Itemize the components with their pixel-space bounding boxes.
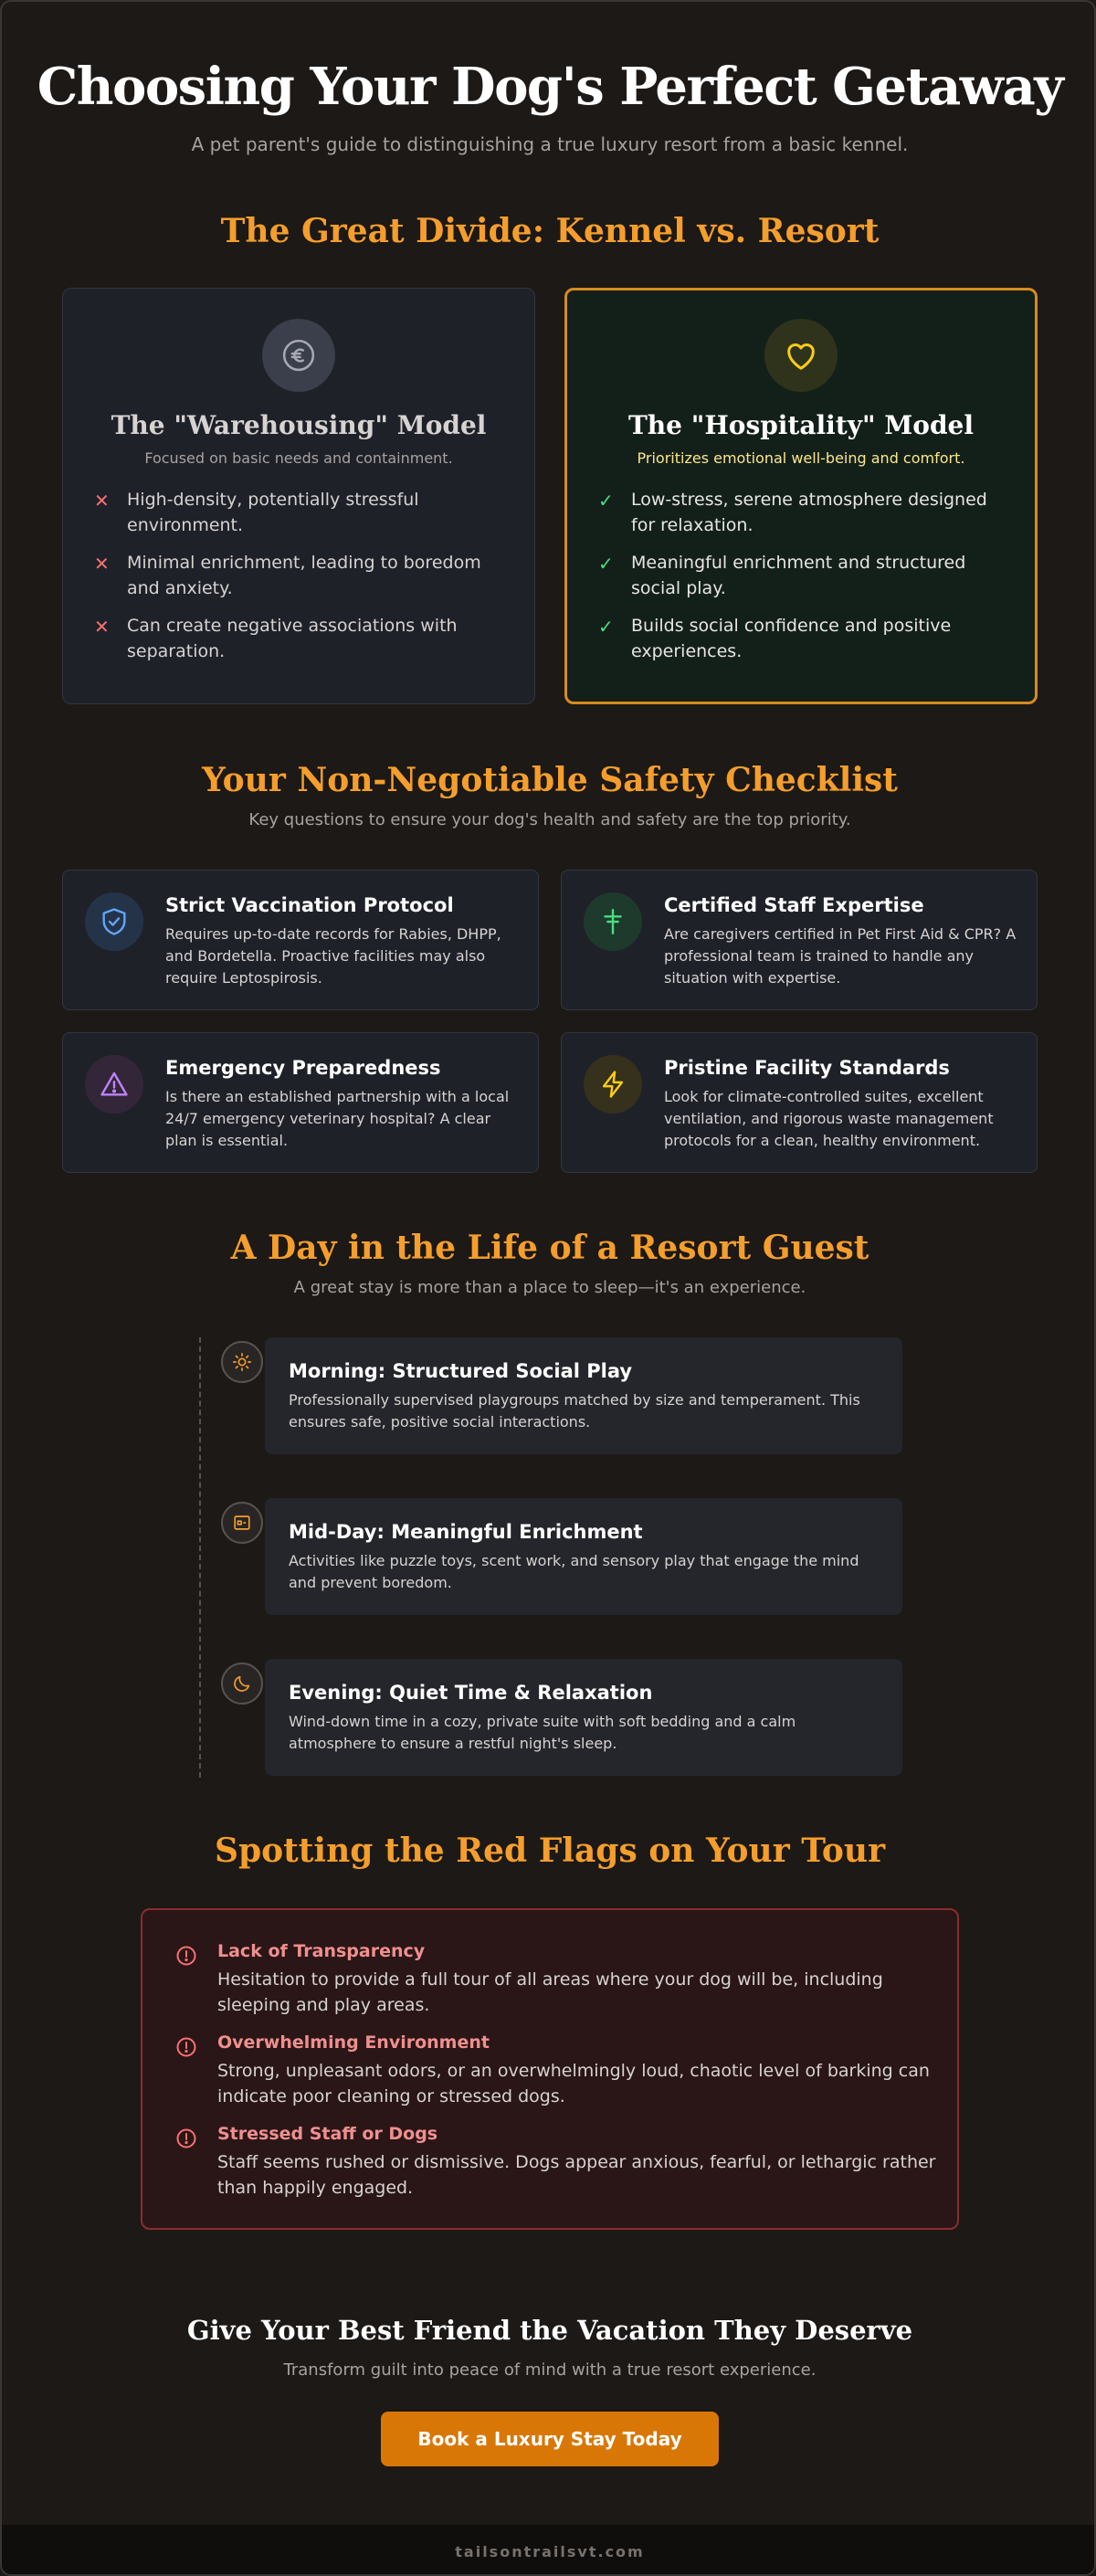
page-title: Choosing Your Dog's Perfect Getaway [37,57,1063,117]
warning-triangle-icon [85,1055,143,1114]
euro-coin-icon [262,319,335,392]
safety-card-title: Emergency Preparedness [165,1057,441,1079]
sun-icon [221,1341,263,1383]
timeline-card-title: Mid-Day: Meaningful Enrichment [289,1521,643,1543]
alert-circle-icon [175,2127,197,2149]
safety-section-subtitle: Key questions to ensure your dog's health and safety are the top priority. [248,810,851,829]
safety-card-title: Pristine Facility Standards [664,1057,950,1079]
check-mark-icon: ✓ [598,553,614,575]
footer [2,2525,1096,2576]
list-item: ✕ Can create negative associations with separation. [94,613,503,664]
day-section-subtitle: A great stay is more than a place to sleep—it's an experience. [293,1278,806,1297]
kennel-model-list [94,487,503,664]
safety-card-vaccination [62,870,539,1010]
safety-card-emergency [62,1032,539,1173]
safety-card-title: Strict Vaccination Protocol [165,894,454,916]
divide-section-title: The Great Divide: Kennel vs. Resort [220,212,880,250]
puzzle-icon [221,1502,263,1544]
timeline-card-title: Morning: Structured Social Play [289,1360,633,1382]
alert-circle-icon [175,1945,197,1967]
timeline-card-evening [265,1659,902,1776]
heart-icon [764,319,838,392]
red-flag-text: Strong, unpleasant odors, or an overwhelmingly loud, chaotic level of barking can indicate poor cleaning or stressed dogs. [217,2061,930,2106]
red-flag-text: Hesitation to provide a full tour of all areas where your dog will be, including sleeping and play areas. [217,1969,883,2015]
kennel-model-subtitle: Focused on basic needs and containment. [144,449,453,467]
resort-model-title: The "Hospitality" Model [627,410,975,440]
resort-model-subtitle: Prioritizes emotional well-being and comfort. [637,449,965,467]
safety-card-text: Is there an established partnership with a local 24/7 emergency veterinary hospital? A clear plan is essential. [165,1088,510,1149]
list-item: ✕ High-density, potentially stressful environment. [94,487,503,538]
x-mark-icon: ✕ [94,616,110,638]
check-mark-icon: ✓ [598,490,614,512]
alert-circle-icon [175,2036,197,2058]
resort-model-list [598,487,1004,664]
list-item: ✓ Meaningful enrichment and structured social play. [598,550,1004,601]
list-item: ✓ Builds social confidence and positive experiences. [598,613,1004,664]
red-flag-text: Staff seems rushed or dismissive. Dogs appear anxious, fearful, or lethargic rather than happily engaged. [217,2152,936,2198]
safety-card-text: Are caregivers certified in Pet First Aid & CPR? A professional team is trained to handle any situation with expertise. [664,925,1017,987]
check-mark-icon: ✓ [598,616,614,638]
moon-icon [221,1663,263,1705]
timeline-card-morning [265,1337,902,1454]
timeline-card-text: Professionally supervised playgroups matched by size and temperament. This ensures safe, positive social interactions. [289,1391,860,1431]
flags-section-title: Spotting the Red Flags on Your Tour [214,1832,886,1870]
timeline-card-text: Activities like puzzle toys, scent work, and sensory play that engage the mind and prevent boredom. [289,1552,859,1591]
safety-card-text: Requires up-to-date records for Rabies, DHPP, and Bordetella. Proactive facilities may also require Leptospirosis. [165,925,501,987]
red-flag-title: Lack of Transparency [217,1941,426,1961]
lightning-icon [584,1055,642,1114]
safety-section-title: Your Non-Negotiable Safety Checklist [202,761,898,799]
safety-card-text: Look for climate-controlled suites, excellent ventilation, and rigorous waste management protocols for a clean, healthy environment. [664,1088,994,1149]
book-stay-button[interactable]: Book a Luxury Stay Today [381,2412,719,2466]
safety-card-staff [561,870,1038,1010]
safety-card-facility [561,1032,1038,1173]
red-flag-title: Overwhelming Environment [217,2032,490,2053]
timeline-card-midday [265,1498,902,1615]
shield-check-icon [85,892,143,951]
x-mark-icon: ✕ [94,553,110,575]
safety-card-title: Certified Staff Expertise [664,894,924,916]
red-flag-title: Stressed Staff or Dogs [217,2124,438,2144]
list-item: ✓ Low-stress, serene atmosphere designed for relaxation. [598,487,1004,538]
timeline-line [199,1337,201,1778]
kennel-model-card [62,288,535,704]
resort-model-card [564,288,1038,704]
day-section-title: A Day in the Life of a Resort Guest [230,1229,869,1267]
timeline-card-title: Evening: Quiet Time & Relaxation [289,1682,653,1704]
list-item: ✕ Minimal enrichment, leading to boredom and anxiety. [94,550,503,601]
cta-subtitle: Transform guilt into peace of mind with a true resort experience. [283,2360,817,2380]
footer-website-link[interactable]: tailsontrailsvt.com [455,2542,645,2560]
x-mark-icon: ✕ [94,490,110,512]
medical-staff-icon [584,892,642,951]
timeline-card-text: Wind-down time in a cozy, private suite with soft bedding and a calm atmosphere to ensure a restful night's sleep. [289,1713,796,1752]
kennel-model-title: The "Warehousing" Model [111,410,487,440]
red-flags-box [141,1908,959,2230]
page-subtitle: A pet parent's guide to distinguishing a true luxury resort from a basic kennel. [191,133,909,155]
cta-title: Give Your Best Friend the Vacation They Deserve [186,2315,913,2346]
